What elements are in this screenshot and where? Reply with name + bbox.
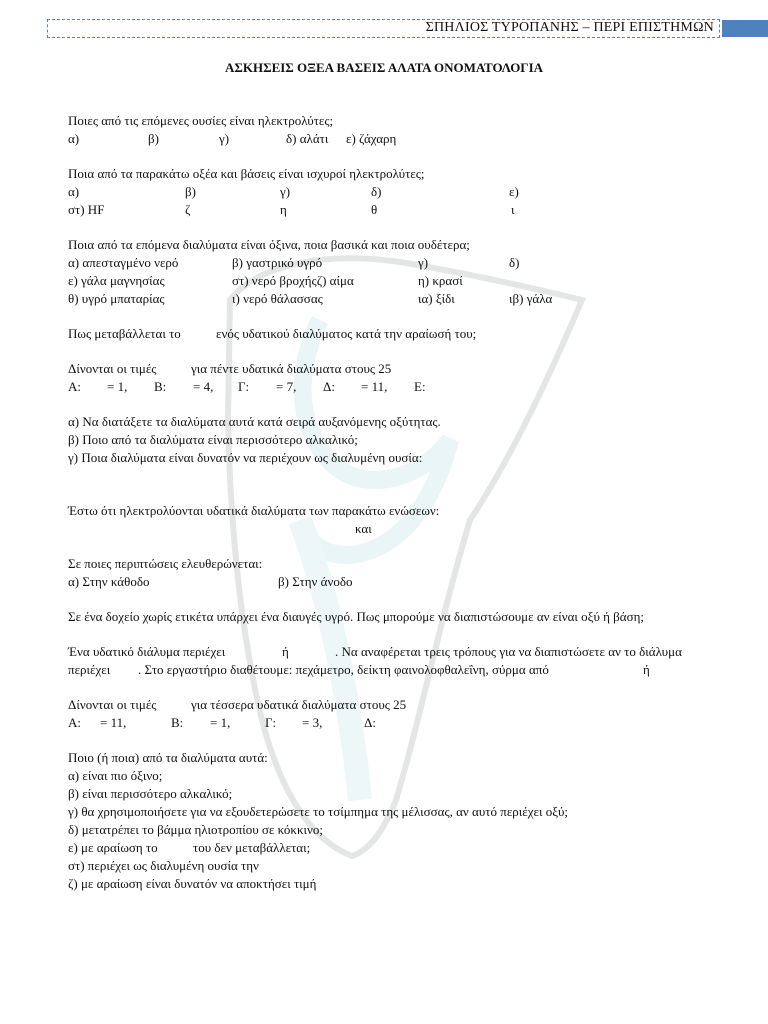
q9-text-part2: για τέσσερα υδατικά διαλύματα στους 25 bbox=[191, 697, 407, 712]
q9-item: α) είναι πιο όξινο; bbox=[68, 768, 163, 783]
q3-item: ε) γάλα μαγνησίας bbox=[68, 273, 165, 288]
header-title: ΣΠΗΛΙΟΣ ΤΥΡΟΠΑΝΗΣ – ΠΕΡΙ ΕΠΙΣΤΗΜΩΝ bbox=[425, 20, 714, 35]
q1-option-c: γ) bbox=[219, 131, 230, 146]
q8-line2-part1: περιέχει bbox=[68, 662, 111, 677]
q5-text-part2: για πέντε υδατικά διαλύματα στους 25 bbox=[191, 361, 392, 376]
q9-value: Β: bbox=[171, 715, 184, 730]
q5-value: Ε: bbox=[414, 379, 426, 394]
q8-line1-part1: Ένα υδατικό διάλυμα περιέχει bbox=[68, 644, 226, 659]
q4-text-part1: Πως μεταβάλλεται το bbox=[68, 326, 181, 341]
q5-sub-b: β) Ποιο από τα διαλύματα είναι περισσότερο αλκαλικό; bbox=[68, 432, 358, 447]
q2-option-e: ε) bbox=[509, 184, 519, 199]
q2-option-th: θ bbox=[371, 202, 378, 217]
q4-text-part2: ενός υδατικού διαλύματος κατά την αραίωσή του; bbox=[216, 326, 477, 341]
q3-item: ιβ) γάλα bbox=[509, 291, 553, 306]
q3-item: β) γαστρικό υγρό bbox=[232, 255, 323, 270]
q6-option-b: β) Στην άνοδο bbox=[278, 574, 353, 589]
q9-value: Α: bbox=[68, 715, 81, 730]
q2-option-st: στ) HF bbox=[68, 202, 105, 217]
q2-option-z: ζ bbox=[185, 202, 191, 217]
q1-option-a: α) bbox=[68, 131, 80, 146]
q9-item: β) είναι περισσότερο αλκαλικό; bbox=[68, 786, 233, 801]
q9-value: = 11, bbox=[100, 715, 127, 730]
q8-line1-part2: ή bbox=[282, 644, 289, 659]
q2-option-c: γ) bbox=[280, 184, 291, 199]
q3-item: α) απεσταγμένο νερό bbox=[68, 255, 179, 270]
q2-option-a: α) bbox=[68, 184, 80, 199]
q9-value: = 3, bbox=[302, 715, 323, 730]
q6-subquestion: Σε ποιες περιπτώσεις ελευθερώνεται: bbox=[68, 556, 263, 571]
q8-line2-part2: . Στο εργαστήριο διαθέτουμε: πεχάμετρο, δείκτη φαινολοφθαλεΐνη, σύρμα από bbox=[138, 662, 549, 677]
q9-item: δ) μετατρέπει το βάμμα ηλιοτροπίου σε κόκκινο; bbox=[68, 822, 323, 837]
q9-item: στ) περιέχει ως διαλυμένη ουσία την bbox=[68, 858, 259, 873]
q3-item: ια) ξίδι bbox=[418, 291, 455, 306]
q8-line1-part3: . Να αναφέρεται τρεις τρόπους για να διαπιστώσετε αν το διάλυμα bbox=[335, 644, 682, 659]
q3-item: στ) νερό βροχήςζ) αίμα bbox=[232, 273, 354, 288]
q5-sub-c: γ) Ποια διαλύματα είναι δυνατόν να περιέχουν ως διαλυμένη ουσία: bbox=[68, 450, 423, 465]
q3-item: θ) υγρό μπαταρίας bbox=[68, 291, 165, 306]
q6-and: και bbox=[355, 521, 372, 536]
q8-line2-part3: ή bbox=[643, 662, 650, 677]
q6-text: Έστω ότι ηλεκτρολύονται υδατικά διαλύματα των παρακάτω ενώσεων: bbox=[68, 503, 440, 518]
q9-value: Γ: bbox=[265, 715, 277, 730]
q5-value: = 4, bbox=[193, 379, 214, 394]
q9-intro: Ποιο (ή ποια) από τα διαλύματα αυτά: bbox=[68, 750, 268, 765]
q3-item: γ) bbox=[418, 255, 429, 270]
q2-option-i: ι bbox=[511, 202, 515, 217]
q9-item-e-tail: του δεν μεταβάλλεται; bbox=[193, 840, 311, 855]
q2-option-d: δ) bbox=[371, 184, 382, 199]
q5-value: Β: bbox=[154, 379, 167, 394]
q7-text: Σε ένα δοχείο χωρίς ετικέτα υπάρχει ένα διαυγές υγρό. Πως μπορούμε να διαπιστώσουμε αν είναι οξύ ή βάση; bbox=[68, 609, 645, 624]
q2-option-b: β) bbox=[185, 184, 196, 199]
q9-text-part1: Δίνονται οι τιμές bbox=[68, 697, 157, 712]
q5-value: = 1, bbox=[107, 379, 128, 394]
q2-text: Ποια από τα παρακάτω οξέα και βάσεις είναι ισχυροί ηλεκτρολύτες; bbox=[68, 166, 425, 181]
q3-item: η) κρασί bbox=[418, 273, 463, 288]
q1-option-b: β) bbox=[148, 131, 159, 146]
q1-text: Ποιες από τις επόμενες ουσίες είναι ηλεκτρολύτες; bbox=[68, 113, 334, 128]
q1-option-d: δ) αλάτι bbox=[286, 131, 329, 146]
q5-value: = 7, bbox=[276, 379, 297, 394]
q6-option-a: α) Στην κάθοδο bbox=[68, 574, 150, 589]
q5-sub-a: α) Να διατάξετε τα διαλύματα αυτά κατά σειρά αυξανόμενης οξύτητας. bbox=[68, 414, 441, 429]
q2-option-h: η bbox=[280, 202, 287, 217]
q9-item: γ) θα χρησιμοποιήσετε για να εξουδετερώσετε το τσίμπημα της μέλισσας, αν αυτό περιέχει οξύ; bbox=[68, 804, 569, 819]
q3-text: Ποια από τα επόμενα διαλύματα είναι όξινα, ποια βασικά και ποια ουδέτερα; bbox=[68, 237, 470, 252]
q9-value: Δ: bbox=[364, 715, 376, 730]
q5-value: Α: bbox=[68, 379, 81, 394]
q3-item: δ) bbox=[509, 255, 520, 270]
q5-value: Δ: bbox=[323, 379, 335, 394]
q5-value: = 11, bbox=[361, 379, 388, 394]
q9-item: ε) με αραίωση το bbox=[68, 840, 158, 855]
q1-option-e: ε) ζάχαρη bbox=[346, 131, 397, 146]
q5-value: Γ: bbox=[238, 379, 250, 394]
q3-item: ι) νερό θάλασσας bbox=[232, 291, 323, 306]
q9-item: ζ) με αραίωση είναι δυνατόν να αποκτήσει τιμή bbox=[68, 876, 317, 891]
q5-text-part1: Δίνονται οι τιμές bbox=[68, 361, 157, 376]
document-title: ΑΣΚΗΣΕΙΣ ΟΞΕΑ ΒΑΣΕΙΣ ΑΛΑΤΑ ΟΝΟΜΑΤΟΛΟΓΙΑ bbox=[224, 60, 544, 75]
q9-value: = 1, bbox=[210, 715, 231, 730]
